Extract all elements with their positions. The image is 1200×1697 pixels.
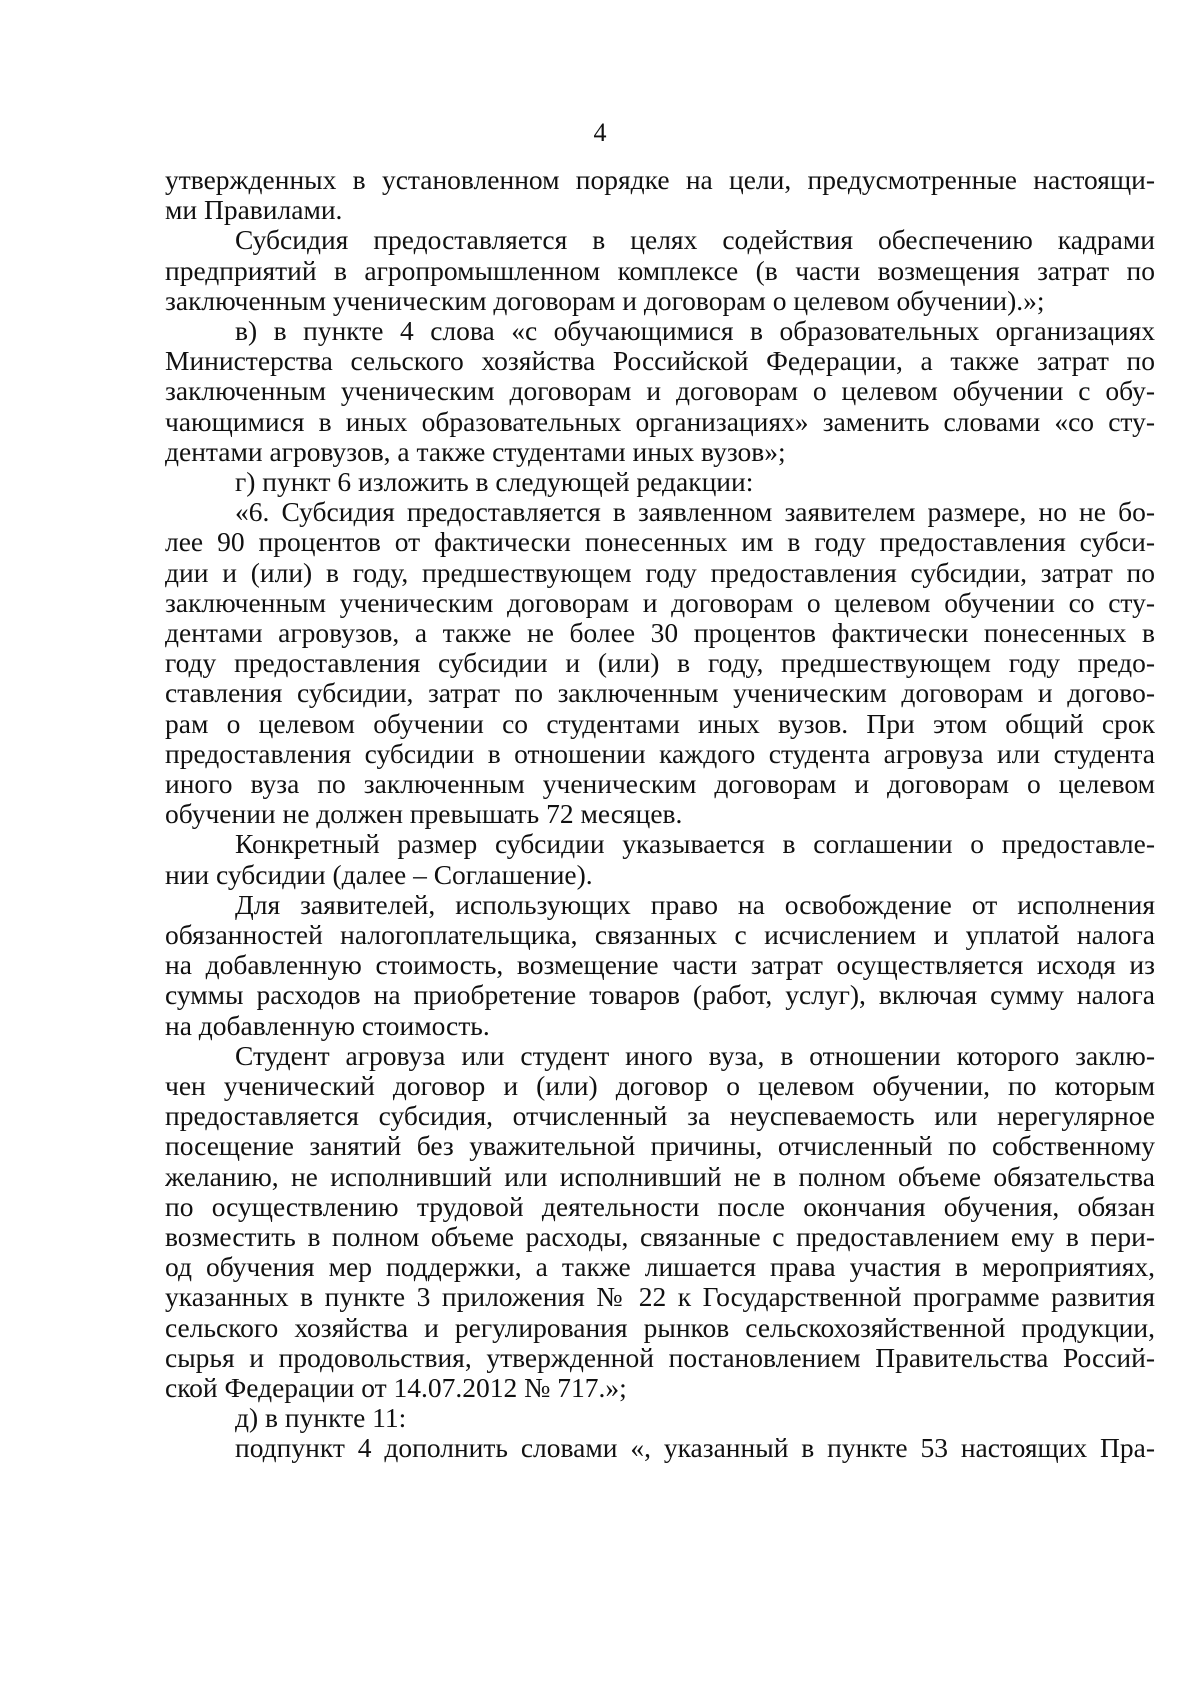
text-line: заключенным ученическим договорам и договорам о целевом обучении с обу- [165, 375, 1155, 406]
text-line: обучении не должен превышать 72 месяцев. [165, 798, 683, 829]
text-line: нии субсидии (далее – Соглашение). [165, 859, 593, 890]
text-line: предоставляется субсидия, отчисленный за неуспеваемость или нерегулярное [165, 1100, 1155, 1131]
text-line: заключенным ученическим договорам и договорам о целевом обучении со сту- [165, 587, 1155, 618]
text-line: возместить в полном объеме расходы, связанные с предоставлением ему в пери- [165, 1221, 1155, 1252]
text-line: чающимися в иных образовательных организациях» заменить словами «со сту- [165, 406, 1155, 437]
text-line: Министерства сельского хозяйства Российской Федерации, а также затрат по [165, 345, 1155, 376]
text-line: указанных в пункте 3 приложения № 22 к Государственной программе развития [165, 1281, 1155, 1312]
text-line: на добавленную стоимость. [165, 1010, 490, 1041]
page-number: 4 [593, 118, 607, 147]
text-line: предприятий в агропромышленном комплексе (в части возмещения затрат по [165, 255, 1155, 286]
text-line: рам о целевом обучении со студентами иных вузов. При этом общий срок [165, 708, 1155, 739]
text-line: посещение занятий без уважительной причины, отчисленный по собственному [165, 1130, 1155, 1161]
text-line: г) пункт 6 изложить в следующей редакции: [235, 466, 754, 497]
text-line: предоставления субсидии в отношении каждого студента агровуза или студента [165, 738, 1155, 769]
text-line: дентами агровузов, а также студентами иных вузов»; [165, 436, 786, 467]
text-line: иного вуза по заключенным ученическим договорам и договорам о целевом [165, 768, 1155, 799]
text-line: утвержденных в установленном порядке на цели, предусмотренные настоящи- [165, 164, 1155, 195]
text-line: од обучения мер поддержки, а также лишается права участия в мероприятиях, [165, 1251, 1155, 1282]
text-line: сельского хозяйства и регулирования рынков сельскохозяйственной продукции, [165, 1312, 1155, 1343]
text-line: подпункт 4 дополнить словами «, указанный в пункте 53 настоящих Пра- [235, 1432, 1155, 1463]
text-line: ставления субсидии, затрат по заключенным ученическим договорам и догово- [165, 677, 1155, 708]
text-line: желанию, не исполнивший или исполнивший не в полном объеме обязательства [165, 1161, 1155, 1192]
text-line: д) в пункте 11: [235, 1402, 407, 1433]
text-line: дентами агровузов, а также не более 30 процентов фактически понесенных в [165, 617, 1155, 648]
text-line: «6. Субсидия предоставляется в заявленном заявителем размере, но не бо- [235, 496, 1155, 527]
text-line: дии и (или) в году, предшествующем году предоставления субсидии, затрат по [165, 557, 1155, 588]
text-line: ми Правилами. [165, 194, 343, 225]
text-line: по осуществлению трудовой деятельности после окончания обучения, обязан [165, 1191, 1155, 1222]
text-line: Для заявителей, использующих право на освобождение от исполнения [235, 889, 1155, 920]
text-line: Субсидия предоставляется в целях содействия обеспечению кадрами [235, 224, 1155, 255]
text-line: суммы расходов на приобретение товаров (работ, услуг), включая сумму налога [165, 979, 1155, 1010]
text-line: сырья и продовольствия, утвержденной постановлением Правительства Россий- [165, 1342, 1155, 1373]
text-line: чен ученический договор и (или) договор о целевом обучении, по которым [165, 1070, 1155, 1101]
text-line: году предоставления субсидии и (или) в году, предшествующем году предо- [165, 647, 1155, 678]
text-line: обязанностей налогоплательщика, связанных с исчислением и уплатой налога [165, 919, 1155, 950]
text-line: Студент агровуза или студент иного вуза, в отношении которого заклю- [235, 1040, 1155, 1071]
text-line: ской Федерации от 14.07.2012 № 717.»; [165, 1372, 627, 1403]
text-line: в) в пункте 4 слова «с обучающимися в образовательных организациях [235, 315, 1155, 346]
text-line: на добавленную стоимость, возмещение части затрат осуществляется исходя из [165, 949, 1155, 980]
text-line: лее 90 процентов от фактически понесенных им в году предоставления субси- [165, 526, 1155, 557]
text-line: заключенным ученическим договорам и договорам о целевом обучении).»; [165, 285, 1045, 316]
text-line: Конкретный размер субсидии указывается в соглашении о предоставле- [235, 828, 1155, 859]
